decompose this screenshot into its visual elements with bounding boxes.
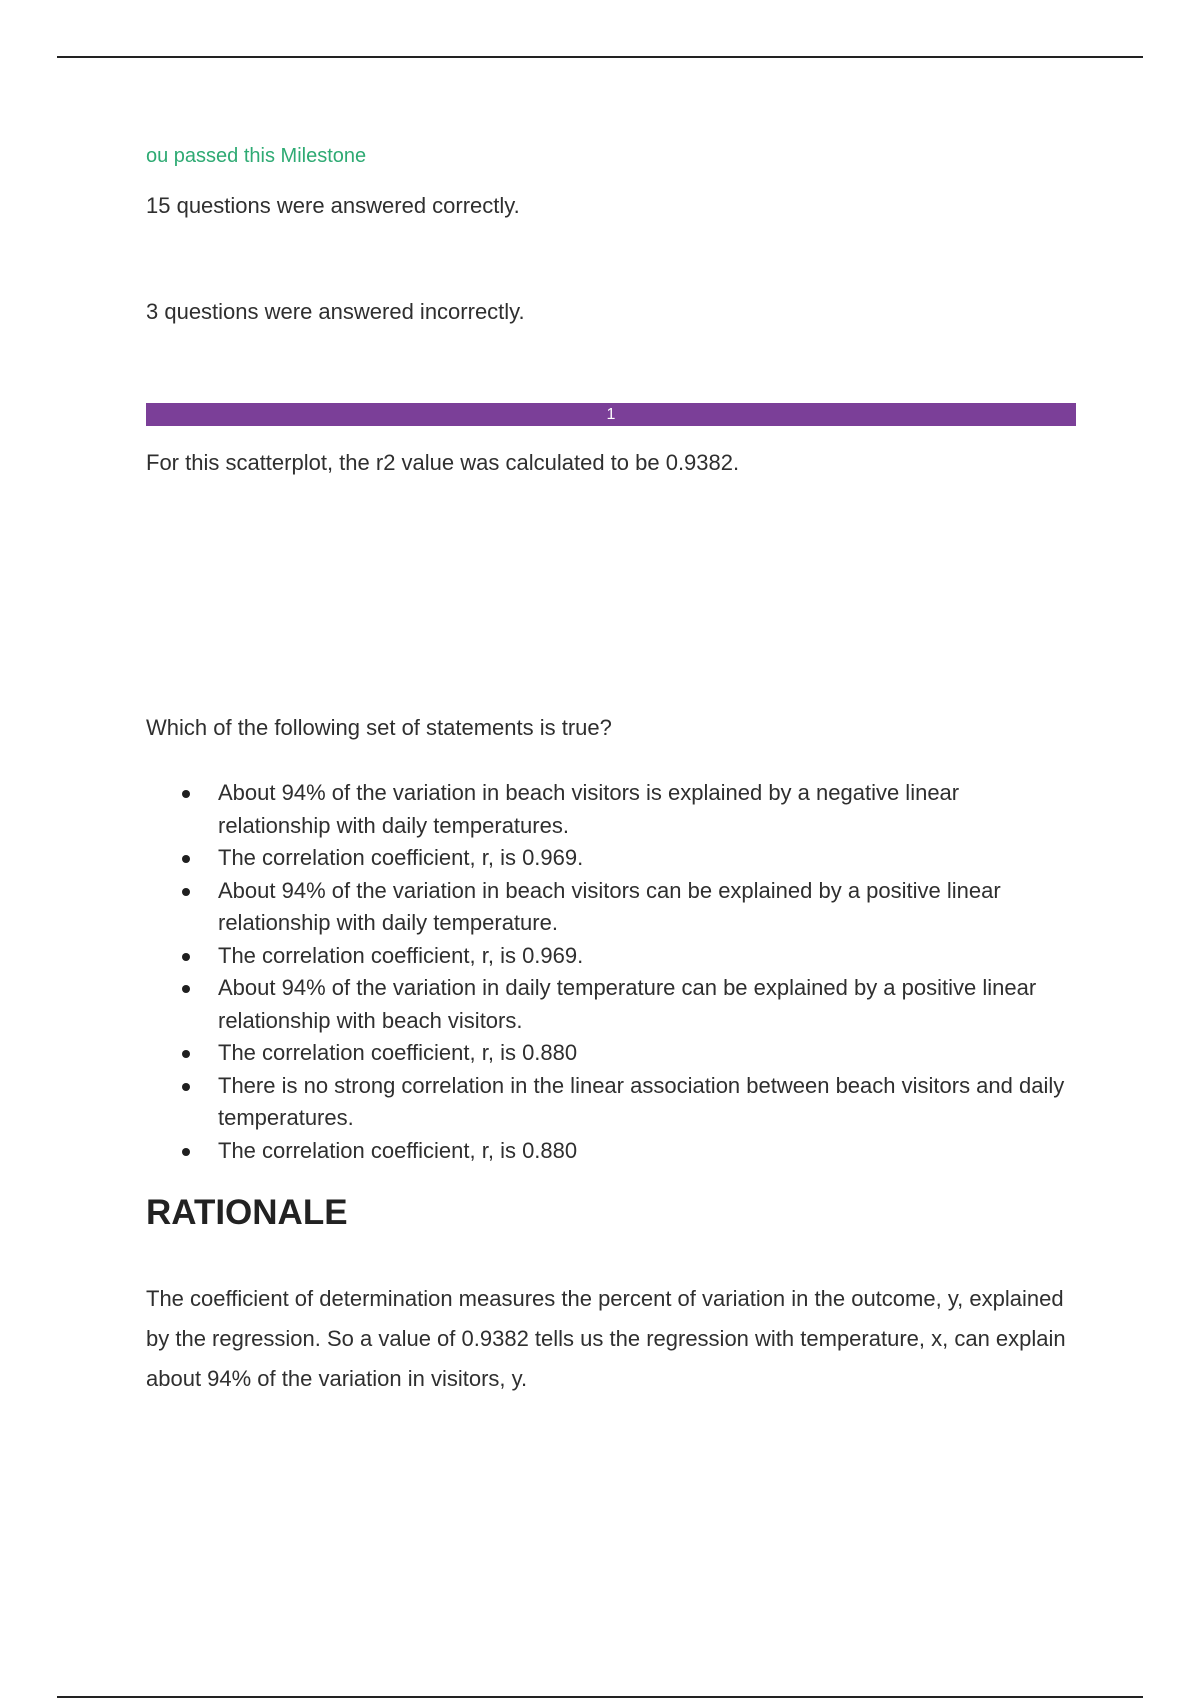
list-item (146, 940, 1076, 973)
list-item (146, 972, 1076, 1037)
bottom-divider (57, 1696, 1143, 1698)
bullet-icon (182, 888, 190, 896)
option-text: About 94% of the variation in daily temperature can be explained by a positive linear relationship with beach visitors. (218, 975, 1037, 1033)
list-item (146, 1135, 1076, 1168)
bullet-icon (182, 985, 190, 993)
option-text: The correlation coefficient, r, is 0.969. (218, 942, 584, 968)
bullet-icon (182, 855, 190, 863)
question-number-bar (146, 403, 1076, 426)
bullet-icon (182, 1083, 190, 1091)
option-text: The correlation coefficient, r, is 0.880 (218, 1137, 578, 1163)
bullet-icon (182, 953, 190, 961)
option-text: The correlation coefficient, r, is 0.969. (218, 845, 584, 870)
bullet-icon (182, 1050, 190, 1058)
question-number: 1 (606, 406, 616, 423)
correct-count-text: 15 questions were answered correctly. (146, 193, 520, 218)
list-item (146, 875, 1076, 940)
list-item (146, 1070, 1076, 1135)
rationale-heading: RATIONALE (146, 1193, 348, 1232)
question-prompt: Which of the following set of statements is true? (146, 715, 612, 740)
bullet-icon (182, 1148, 190, 1156)
rationale-body: The coefficient of determination measures the percent of variation in the outcome, y, explained by the regression. So a value of 0.9382 tells us the regression with temperature, x, can explain about 94% of the variation in visitors, y. (146, 1286, 1066, 1391)
option-text: About 94% of the variation in beach visitors is explained by a negative linear relationship with daily temperatures. (218, 780, 960, 838)
list-item (146, 842, 1076, 875)
option-text: There is no strong correlation in the linear association between beach visitors and daily temperatures. (218, 1072, 1065, 1130)
option-text: The correlation coefficient, r, is 0.880 (218, 1040, 578, 1065)
list-item (146, 777, 1076, 842)
question-stem: For this scatterplot, the r2 value was calculated to be 0.9382. (146, 450, 740, 475)
option-text: About 94% of the variation in beach visitors can be explained by a positive linear relationship with daily temperature. (218, 877, 1001, 935)
top-divider (57, 56, 1143, 58)
bullet-icon (182, 790, 190, 798)
incorrect-count-text: 3 questions were answered incorrectly. (146, 299, 525, 324)
milestone-status: ou passed this Milestone (146, 145, 367, 167)
list-item (146, 1037, 1076, 1070)
answer-options-list (146, 777, 1076, 1167)
